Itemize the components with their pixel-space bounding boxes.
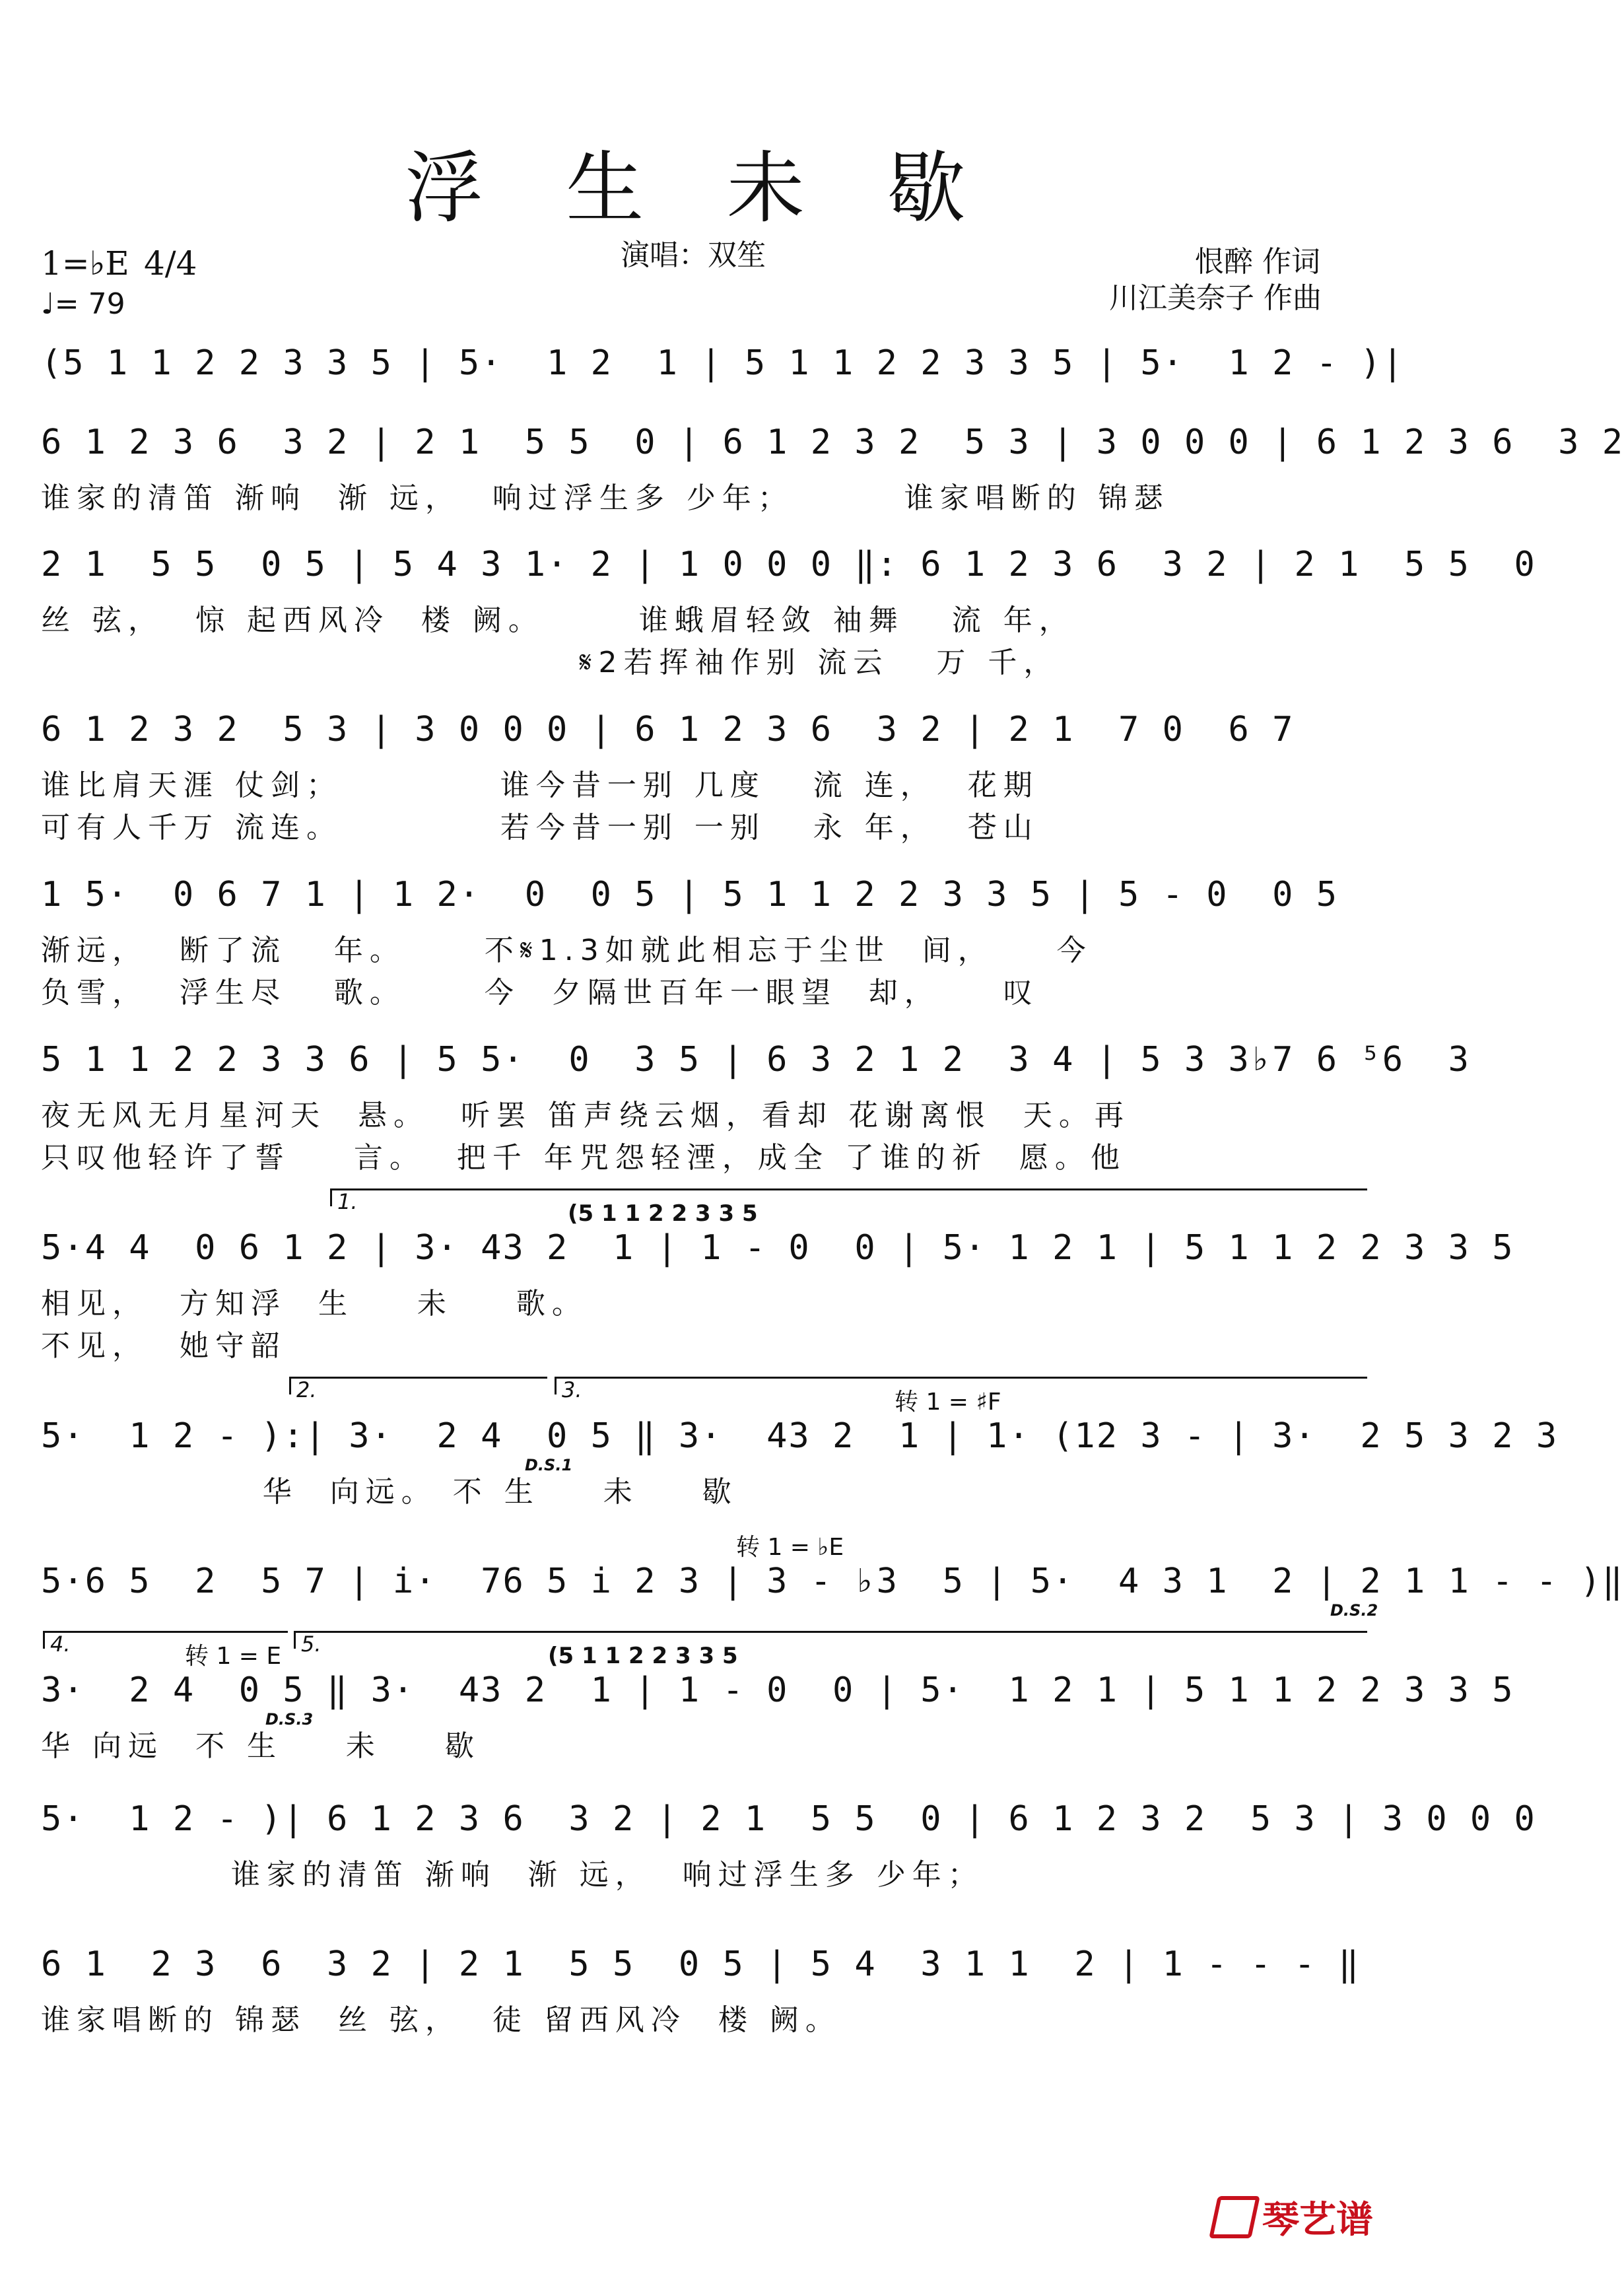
notes-line: 5 1 1 2 2 3 3 6 | 5 5· 0 3 5 | 6 3 2 1 2 3 4 | 5 3 3♭7 6 ⁵6 3 bbox=[41, 1040, 1470, 1080]
notes-line: 6 1 2 3 6 3 2 | 2 1 5 5 0 | 6 1 2 3 2 5 3 | 3 0 0 0 | 6 1 2 3 6 3 2 bbox=[41, 423, 1624, 462]
notes-line: (5 1 1 2 2 3 3 5 | 5· 1 2 1 | 5 1 1 2 2 3 3 5 | 5· 1 2 - )| bbox=[41, 343, 1405, 383]
notes-line: 2 1 5 5 0 5 | 5 4 3 1· 2 | 1 0 0 0 ‖: 6 1 2 3 6 3 2 | 2 1 5 5 0 bbox=[41, 545, 1536, 584]
volta-bracket-4: 4. bbox=[43, 1631, 288, 1649]
volta-bracket-5: 5. bbox=[294, 1631, 1367, 1649]
lyric-line-1: 谁家的清笛 渐响 渐 远， 响过浮生多 少年； 谁家唱断的 锦瑟 bbox=[41, 481, 1170, 515]
lyric-line-2: 𝄋2若挥袖作别 流云 万 千， bbox=[41, 646, 1060, 679]
singer-credit: 演唱：双笙 bbox=[621, 238, 766, 272]
lyric-line-2: 只叹他轻许了誓 言。 把千 年咒怨轻湮，成全 了谁的祈 愿。他 bbox=[41, 1141, 1126, 1175]
notes-line: 5· 1 2 - )| 6 1 2 3 6 3 2 | 2 1 5 5 0 | 6 1 2 3 2 5 3 | 3 0 0 0 bbox=[41, 1799, 1536, 1839]
logo-icon bbox=[1209, 2196, 1260, 2238]
volta-bracket-1: 1. bbox=[330, 1188, 1367, 1206]
volta-bracket-2: 2. bbox=[289, 1377, 547, 1394]
notes-line: 5· 1 2 - ):| 3· 2 4 0 5 ‖ 3· 43 2 1 | 1· (12 3 - | 3· 2 5 3 2 3 bbox=[41, 1416, 1559, 1456]
time-signature: 4/4 bbox=[144, 244, 197, 283]
notes-line: 3· 2 4 0 5 ‖ 3· 43 2 1 | 1 - 0 0 | 5· 1 2 1 | 5 1 1 2 2 3 3 5 bbox=[41, 1670, 1514, 1710]
lyric-line-2: 负雪， 浮生尽 歌。 今 夕隔世百年一眼望 却， 叹 bbox=[41, 976, 1039, 1010]
tempo-marking: ♩= 79 bbox=[41, 287, 125, 321]
lyric-line-1: 华 向远。 不 生 未 歇 bbox=[41, 1475, 738, 1509]
lyric-line-1: 相见， 方知浮 生 未 歌。 bbox=[41, 1287, 588, 1321]
lyric-line-1: 谁家的清笛 渐响 渐 远， 响过浮生多 少年； bbox=[41, 1858, 984, 1892]
watermark-logo bbox=[1213, 2191, 1373, 2244]
lyricist-credit: 恨醉 作词 bbox=[1195, 245, 1320, 279]
watermark-text: 琴艺谱 bbox=[1262, 2199, 1373, 2242]
dal-segno-2: D.S.2 bbox=[1330, 1601, 1378, 1620]
intro-repeat-small: (5 1 1 2 2 3 3 5 bbox=[548, 1643, 738, 1669]
notes-line: 1 5· 0 6 7 1 | 1 2· 0 0 5 | 5 1 1 2 2 3 3 5 | 5 - 0 0 5 bbox=[41, 875, 1339, 914]
page-title: 浮 生 未 歇 bbox=[405, 143, 995, 234]
notes-line: 5·6 5 2 5 7 | i· 76 5 i 2 3 | 3 - ♭3 5 | 5· 4 3 1 2 | 2 1 1 - - )‖ bbox=[41, 1562, 1624, 1601]
dal-segno-1: D.S.1 bbox=[525, 1456, 573, 1474]
key-change-e: 转 1 = E bbox=[185, 1643, 282, 1670]
notes-line: 6 1 2 3 6 3 2 | 2 1 5 5 0 5 | 5 4 3 1 1 2 | 1 - - - ‖ bbox=[41, 1944, 1361, 1984]
lyric-line-2: 可有人千万 流连。 若今昔一别 一别 永 年， 苍山 bbox=[41, 811, 1039, 844]
key-change-sharp-f: 转 1 = ♯F bbox=[895, 1389, 1001, 1416]
composer-credit: 川江美奈子 作曲 bbox=[1109, 281, 1322, 315]
volta-bracket-3: 3. bbox=[555, 1377, 1367, 1394]
notes-line: 5·4 4 0 6 1 2 | 3· 43 2 1 | 1 - 0 0 | 5· 1 2 1 | 5 1 1 2 2 3 3 5 bbox=[41, 1228, 1514, 1268]
lyric-line-1: 华 向远 不 生 未 歇 bbox=[41, 1729, 481, 1763]
intro-repeat-small: (5 1 1 2 2 3 3 5 bbox=[568, 1200, 758, 1227]
lyric-line-1: 渐远， 断了流 年。 不𝄋1.3如就此相忘于尘世 间， 今 bbox=[41, 934, 1093, 967]
lyric-line-1: 丝 弦， 惊 起西风冷 楼 阙。 谁蛾眉轻敛 袖舞 流 年， bbox=[41, 603, 1075, 637]
key-signature: 1=♭E bbox=[41, 244, 129, 283]
lyric-line-1: 谁比肩天涯 仗剑； 谁今昔一别 几度 流 连， 花期 bbox=[41, 769, 1039, 802]
lyric-line-1: 谁家唱断的 锦瑟 丝 弦， 徒 留西风冷 楼 阙。 bbox=[41, 2003, 841, 2037]
key-change-flat-e: 转 1 = ♭E bbox=[736, 1534, 844, 1561]
lyric-line-1: 夜无风无月星河天 悬。 听罢 笛声绕云烟，看却 花谢离恨 天。再 bbox=[41, 1099, 1130, 1132]
notes-line: 6 1 2 3 2 5 3 | 3 0 0 0 | 6 1 2 3 6 3 2 | 2 1 7 0 6 7 bbox=[41, 710, 1295, 749]
lyric-line-2: 不见， 她守韶 bbox=[41, 1329, 287, 1363]
dal-segno-3: D.S.3 bbox=[265, 1710, 314, 1729]
